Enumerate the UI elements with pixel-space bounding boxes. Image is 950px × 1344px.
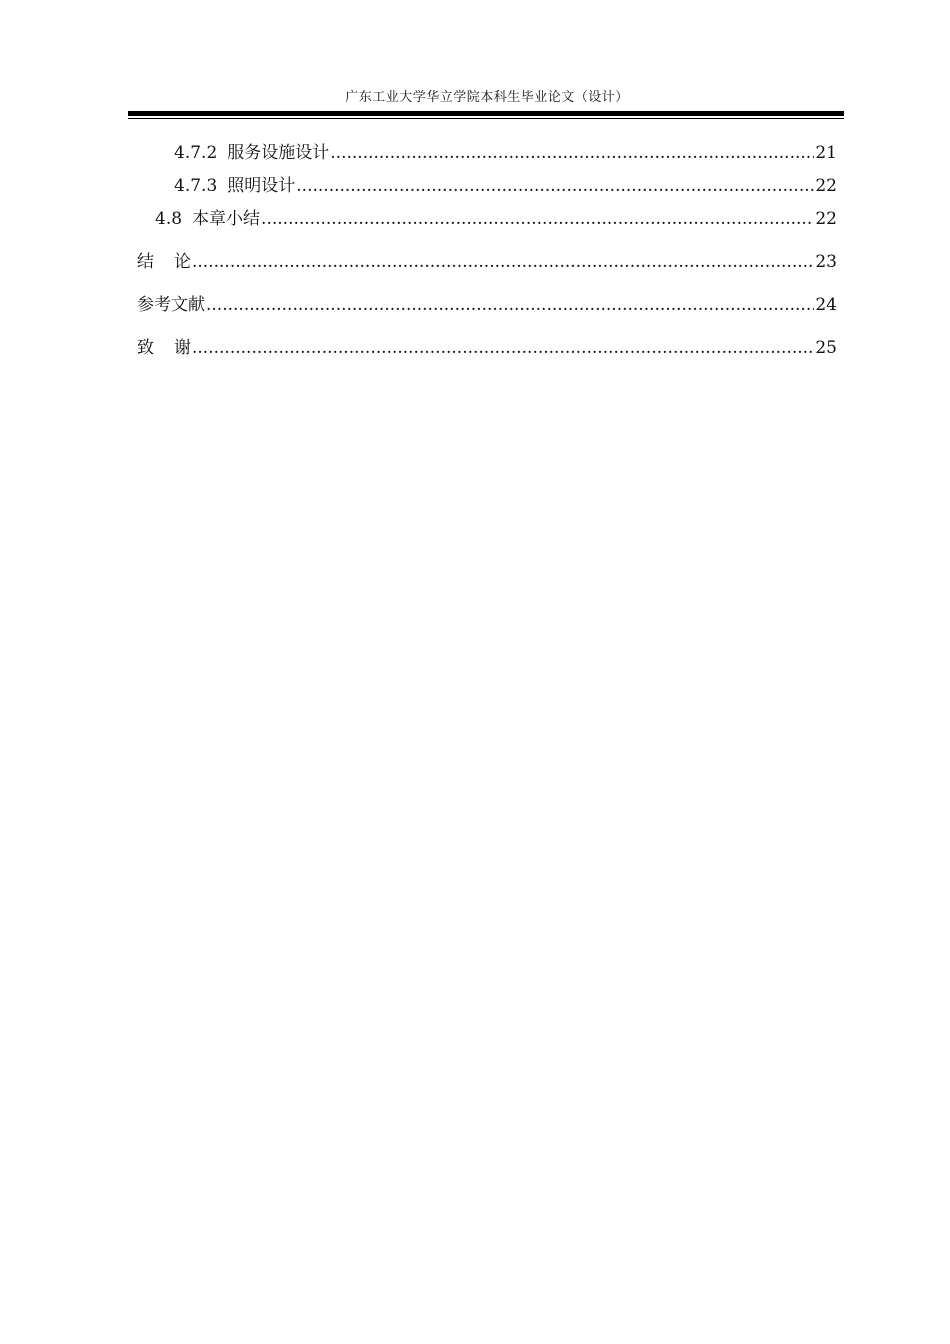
toc-entry-4-7-3[interactable] xyxy=(174,173,837,199)
toc-entry-4-8[interactable] xyxy=(155,206,837,232)
toc-leader-dots xyxy=(261,206,814,232)
toc-entry-conclusion[interactable] xyxy=(137,249,837,275)
toc-number: 4.7.3 xyxy=(174,176,218,196)
toc-title-part: 致 xyxy=(137,338,154,358)
page-header: 广东工业大学华立学院本科生毕业论文（设计） xyxy=(345,90,629,105)
toc-title: 参考文献 xyxy=(137,295,205,315)
toc-page-number: 24 xyxy=(815,295,837,315)
toc-title-part: 论 xyxy=(174,252,191,272)
toc-leader-dots xyxy=(192,335,814,361)
toc-title-part: 结 xyxy=(137,252,154,272)
toc-title-part: 谢 xyxy=(174,338,191,358)
toc-title xyxy=(137,249,191,275)
toc-entry-4-7-2[interactable] xyxy=(174,140,837,166)
header-rule-thick xyxy=(128,111,844,116)
toc-title: 本章小结 xyxy=(192,209,261,229)
toc-page-number: 23 xyxy=(815,252,837,272)
toc-leader-dots xyxy=(296,173,814,199)
toc-page-number: 25 xyxy=(815,338,837,358)
toc-title: 服务设施设计 xyxy=(227,143,330,163)
header-rule-thin xyxy=(128,118,844,119)
toc-leader-dots xyxy=(192,249,814,275)
toc-title xyxy=(137,335,191,361)
toc-leader-dots xyxy=(330,140,814,166)
toc-title: 照明设计 xyxy=(227,176,296,196)
toc-page-number: 22 xyxy=(815,209,837,229)
toc-page-number: 21 xyxy=(815,143,837,163)
toc-entry-references[interactable] xyxy=(137,292,837,318)
toc-number: 4.7.2 xyxy=(174,143,218,163)
toc-number: 4.8 xyxy=(155,209,183,229)
toc-leader-dots xyxy=(206,292,814,318)
toc-page-number: 22 xyxy=(815,176,837,196)
toc-entry-acknowledgements[interactable] xyxy=(137,335,837,361)
